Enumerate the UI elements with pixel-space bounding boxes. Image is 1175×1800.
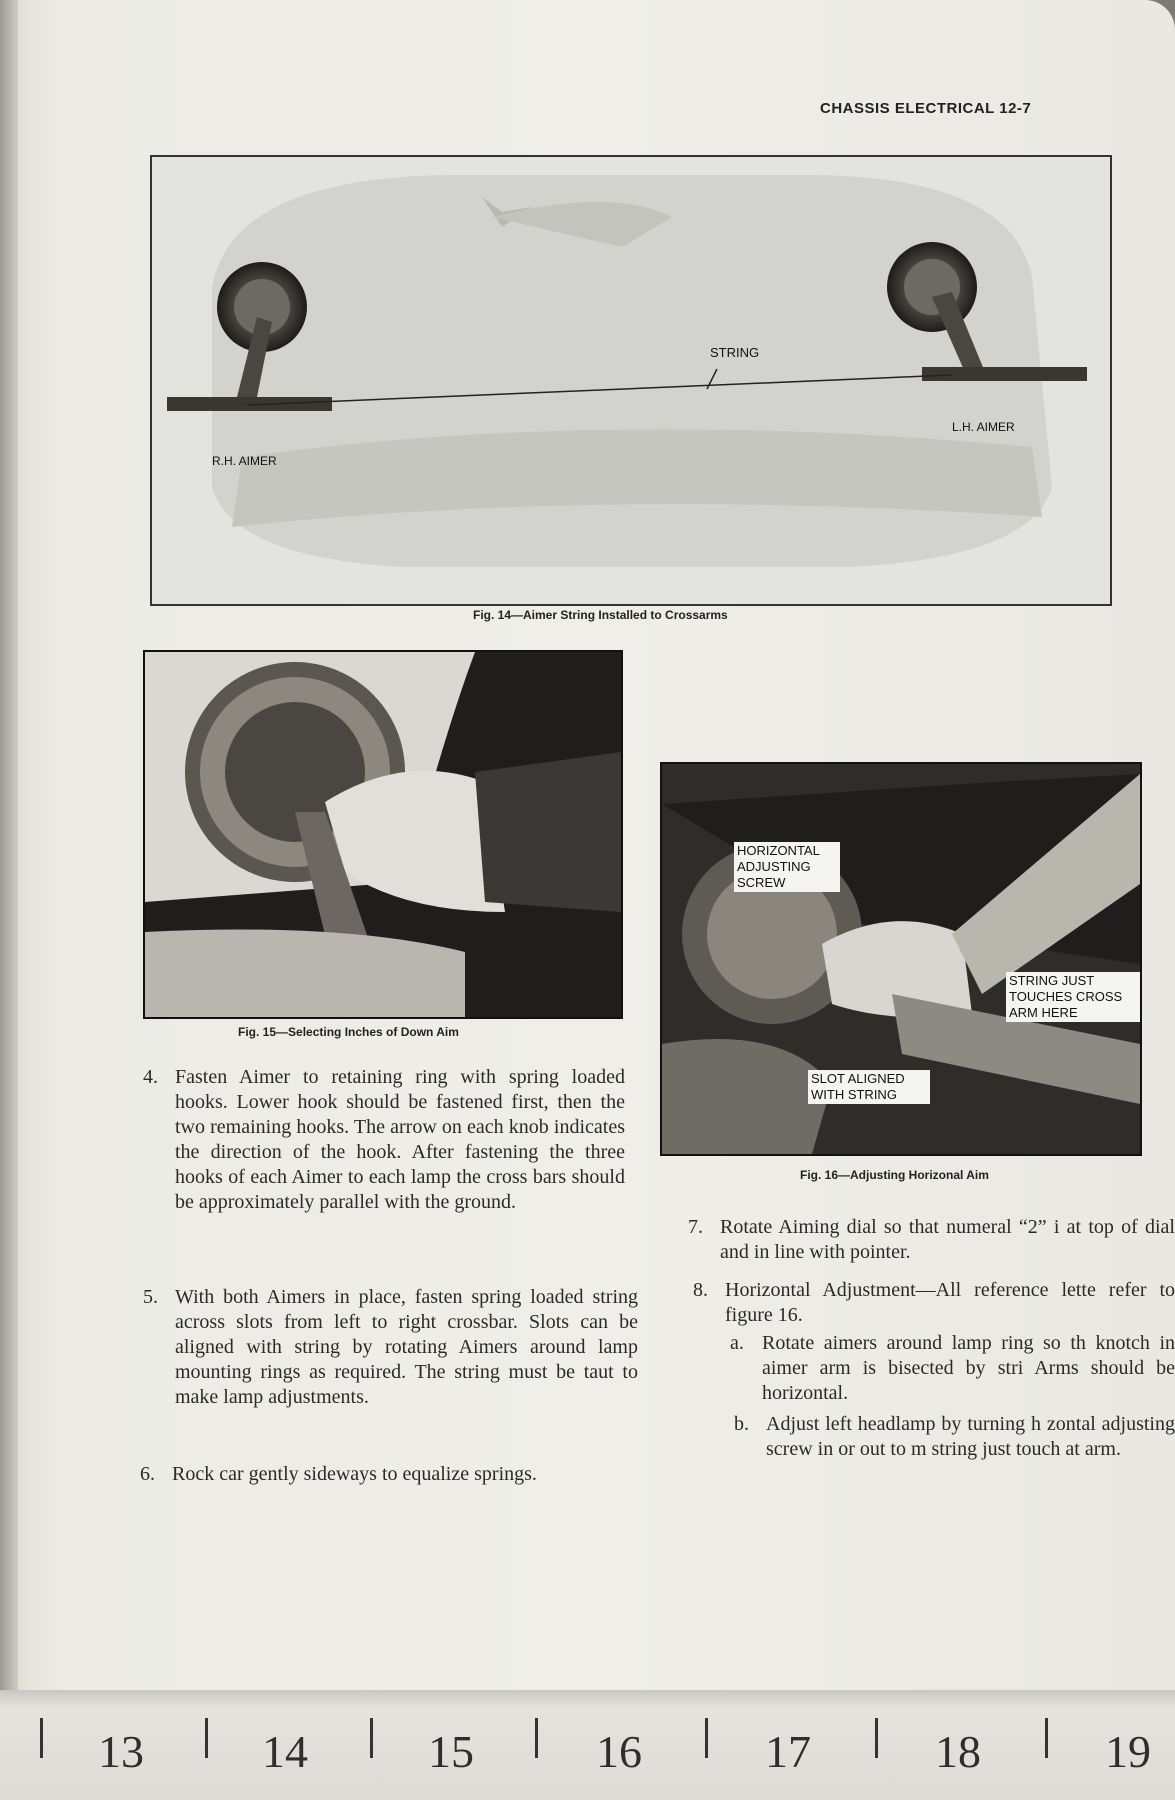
label-slot-aligned: SLOT ALIGNED WITH STRING bbox=[808, 1070, 930, 1104]
measuring-ruler bbox=[0, 1690, 1175, 1800]
ruler-number: 17 bbox=[765, 1726, 811, 1777]
figure-16-caption: Fig. 16—Adjusting Horizonal Aim bbox=[800, 1168, 989, 1182]
ruler-tick bbox=[705, 1718, 708, 1758]
aimer-dial-photo bbox=[145, 652, 621, 1017]
label-string: STRING bbox=[710, 345, 760, 360]
substep-letter: b. bbox=[734, 1413, 749, 1435]
ruler-tick bbox=[875, 1718, 878, 1758]
substep-text: Rotate aimers around lamp ring so th knotch in aimer arm is bisected by stri Arms should be horizontal. bbox=[762, 1332, 1175, 1404]
substep-letter: a. bbox=[730, 1332, 744, 1354]
figure-15-photo bbox=[143, 650, 623, 1019]
car-front-illustration bbox=[152, 157, 1110, 604]
figure-14-photo bbox=[150, 155, 1112, 606]
step-4 bbox=[143, 1065, 625, 1215]
ruler-tick bbox=[1045, 1718, 1048, 1758]
ruler-number: 18 bbox=[935, 1726, 981, 1777]
page-binding-edge bbox=[0, 0, 18, 1690]
ruler-number: 16 bbox=[596, 1726, 642, 1777]
step-text: Rotate Aiming dial so that numeral “2” i at top of dial and in line with pointer. bbox=[720, 1216, 1175, 1263]
ruler-number: 13 bbox=[98, 1726, 144, 1777]
step-5 bbox=[143, 1285, 638, 1410]
step-text: With both Aimers in place, fasten spring loaded string across slots from left to right crossbar. Slots can be aligned with string by rotating Aimers around lamp mounting rings as required. The string must be taut to make lamp adjustments. bbox=[175, 1286, 638, 1408]
step-number: 7. bbox=[688, 1216, 703, 1238]
step-number: 5. bbox=[143, 1286, 158, 1308]
figure-16-photo bbox=[660, 762, 1142, 1156]
step-text: Rock car gently sideways to equalize springs. bbox=[172, 1463, 537, 1485]
step-7 bbox=[688, 1215, 1175, 1265]
step-number: 4. bbox=[143, 1066, 158, 1088]
step-6 bbox=[140, 1462, 638, 1487]
ruler-number: 14 bbox=[262, 1726, 308, 1777]
running-head: CHASSIS ELECTRICAL 12-7 bbox=[820, 100, 1032, 117]
figure-15-caption: Fig. 15—Selecting Inches of Down Aim bbox=[238, 1025, 459, 1039]
ruler-tick bbox=[205, 1718, 208, 1758]
label-string-touches: STRING JUST TOUCHES CROSS ARM HERE bbox=[1006, 972, 1140, 1022]
ruler-number: 19 bbox=[1105, 1726, 1151, 1777]
step-text: Fasten Aimer to retaining ring with spring loaded hooks. Lower hook should be fastened first, then the two remaining hooks. The arrow on each knob indicates the direction of the hook. After fastening the three hooks of each Aimer to each lamp the cross bars should be approximately parallel with the ground. bbox=[175, 1066, 625, 1213]
label-lh-aimer: L.H. AIMER bbox=[952, 420, 1015, 434]
step-text: Horizontal Adjustment—All reference lette refer to figure 16. bbox=[725, 1279, 1175, 1326]
ruler-number: 15 bbox=[428, 1726, 474, 1777]
ruler-tick bbox=[535, 1718, 538, 1758]
label-horizontal-adjusting-screw: HORIZONTAL ADJUSTING SCREW bbox=[734, 842, 840, 892]
step-number: 8. bbox=[693, 1279, 708, 1301]
figure-14-caption: Fig. 14—Aimer String Installed to Crossarms bbox=[473, 608, 728, 622]
substep-text: Adjust left headlamp by turning h zontal adjusting screw in or out to m string just touch at arm. bbox=[766, 1413, 1175, 1460]
ruler-tick bbox=[370, 1718, 373, 1758]
label-rh-aimer: R.H. AIMER bbox=[212, 454, 277, 468]
substep-a bbox=[730, 1331, 1175, 1406]
ruler-tick bbox=[40, 1718, 43, 1758]
step-8 bbox=[693, 1278, 1175, 1328]
step-number: 6. bbox=[140, 1463, 155, 1485]
substep-b bbox=[734, 1412, 1175, 1462]
